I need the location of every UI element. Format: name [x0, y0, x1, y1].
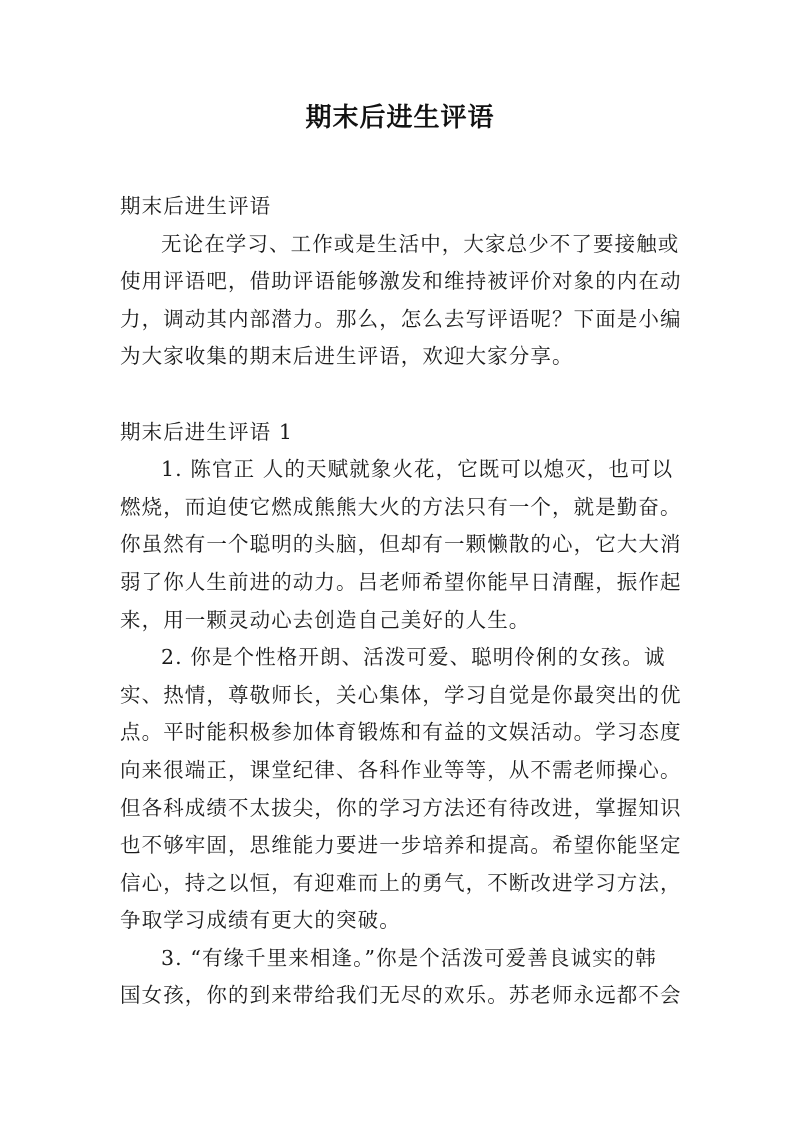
comment-item-1-line: 燃烧，而迫使它燃成熊熊大火的方法只有一个，就是勤奋。: [120, 494, 682, 519]
comment-item-1-line: 你虽然有一个聪明的头脑，但却有一颗懒散的心，它大大消: [120, 532, 682, 557]
comment-item-2-line: 争取学习成绩有更大的突破。: [120, 908, 401, 933]
document-body: [120, 188, 702, 1015]
comment-item-2-line: 但各科成绩不太拔尖，你的学习方法还有待改进，掌握知识: [120, 795, 682, 820]
comment-item-3-line: 3. “有缘千里来相逢。”你是个活泼可爱善良诚实的韩: [161, 945, 657, 970]
intro-line: 力，调动其内部潜力。那么，怎么去写评语呢？下面是小编: [120, 306, 682, 331]
section-heading: 期末后进生评语 1: [120, 419, 293, 444]
comment-item-2-line: 2. 你是个性格开朗、活泼可爱、聪明伶俐的女孩。诚: [161, 645, 666, 670]
comment-item-2-line: 向来很端正，课堂纪律、各科作业等等，从不需老师操心。: [120, 757, 682, 782]
comment-item-2-line: 信心，持之以恒，有迎难而上的勇气，不断改进学习方法，: [120, 870, 682, 895]
intro-line: 为大家收集的期末后进生评语，欢迎大家分享。: [120, 344, 574, 369]
comment-item-1-line: 1. 陈官正 人的天赋就象火花，它既可以熄灭，也可以: [161, 457, 674, 482]
paragraph-spacer: [120, 376, 702, 414]
comment-item-2-line: 也不够牢固，思维能力要进一步培养和提高。希望你能坚定: [120, 833, 682, 858]
comment-item-3-line: 国女孩，你的到来带给我们无尽的欢乐。苏老师永远都不会: [120, 983, 682, 1008]
comment-item-2-line: 点。平时能积极参加体育锻炼和有益的文娱活动。学习态度: [120, 720, 682, 745]
comment-item-2-line: 实、热情，尊敬师长，关心集体，学习自觉是你最突出的优: [120, 682, 682, 707]
comment-item-1-line: 弱了你人生前进的动力。吕老师希望你能早日清醒，振作起: [120, 569, 682, 594]
comment-item-1-line: 来，用一颗灵动心去创造自己美好的人生。: [120, 607, 531, 632]
intro-line: 使用评语吧，借助评语能够激发和维持被评价对象的内在动: [120, 269, 682, 294]
section-heading: 期末后进生评语: [120, 194, 272, 218]
document-title: 期末后进生评语: [305, 103, 495, 133]
intro-line: 无论在学习、工作或是生活中，大家总少不了要接触或: [161, 231, 680, 256]
